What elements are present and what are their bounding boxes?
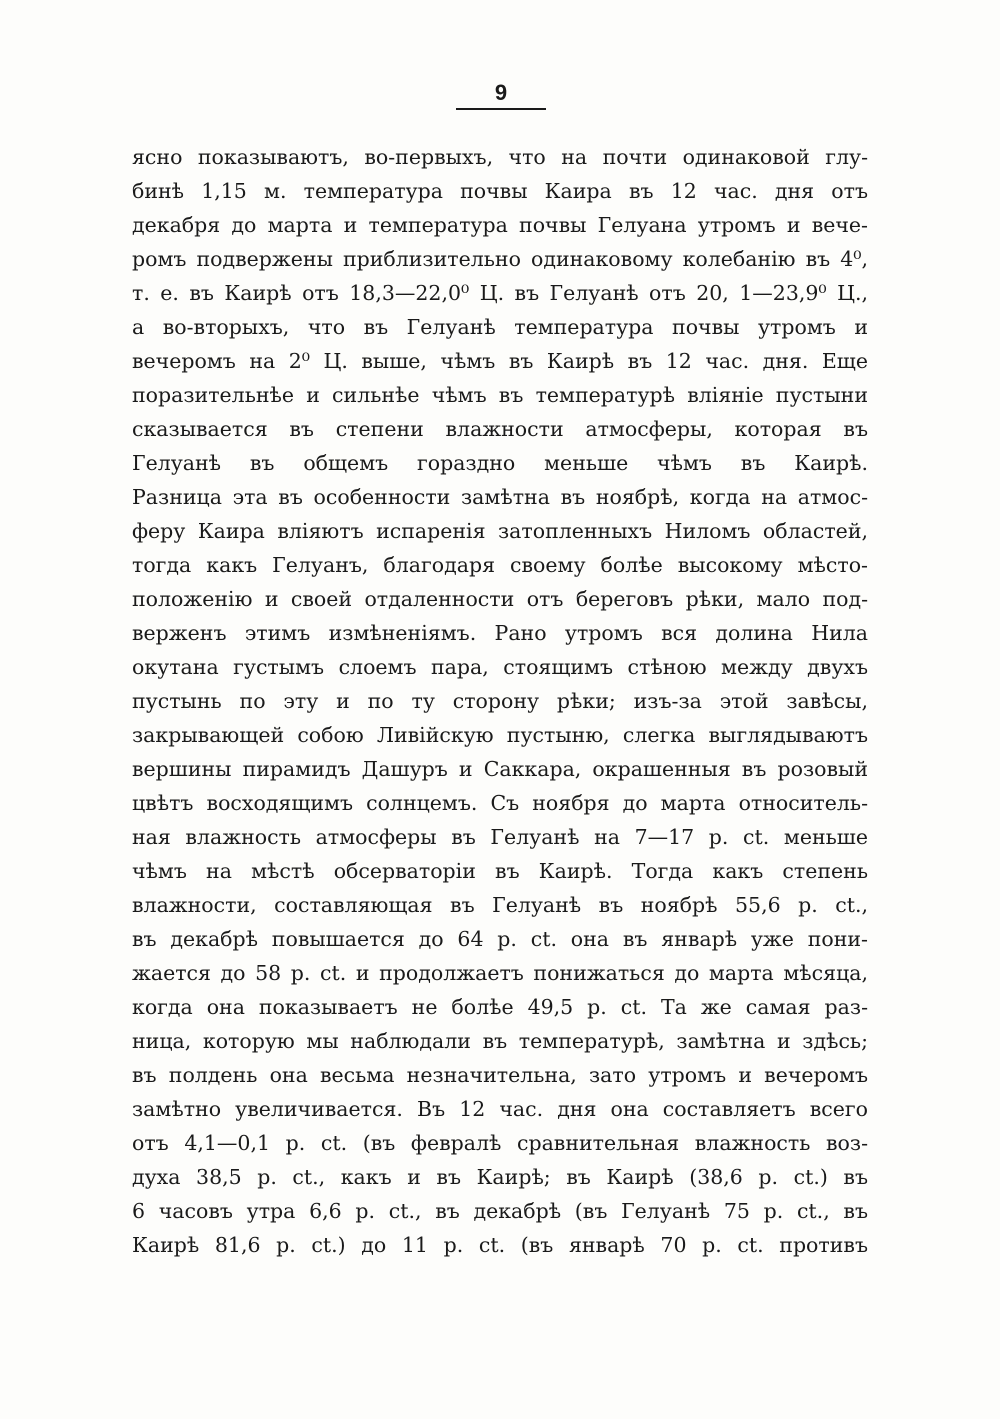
text-line: ная влажность атмосферы въ Гелуанѣ на 7—17 р. ct. меньше <box>132 825 868 849</box>
text-line: чѣмъ на мѣстѣ обсерваторіи въ Каирѣ. Тогда какъ степень <box>132 859 868 883</box>
text-line: Гелуанѣ въ общемъ гораздно меньше чѣмъ въ Каирѣ. <box>132 451 868 475</box>
text-line: ясно показываютъ, во-первыхъ, что на почти одинаковой глу- <box>132 145 868 169</box>
text-line: а во-вторыхъ, что въ Гелуанѣ температура почвы утромъ и <box>132 315 868 339</box>
text-line: сказывается въ степени влажности атмосферы, которая въ <box>132 417 868 441</box>
text-line: въ полдень она весьма незначительна, зато утромъ и вечеромъ <box>132 1063 868 1087</box>
text-line: бинѣ 1,15 м. температура почвы Каира въ 12 час. дня отъ <box>132 179 868 203</box>
text-line: влажности, составляющая въ Гелуанѣ въ ноябрѣ 55,6 р. ct., <box>132 893 868 917</box>
page-number: 9 <box>494 80 508 105</box>
text-line: поразительнѣе и сильнѣе чѣмъ въ температурѣ вліяніе пустыни <box>132 383 868 407</box>
text-line: 6 часовъ утра 6,6 р. ct., въ декабрѣ (въ Гелуанѣ 75 р. ct., въ <box>132 1199 868 1223</box>
text-line: т. е. въ Каирѣ отъ 18,3—22,0⁰ Ц. въ Гелуанѣ отъ 20, 1—23,9⁰ Ц., <box>132 281 868 305</box>
text-line: верженъ этимъ измѣненіямъ. Рано утромъ вся долина Нила <box>132 621 868 645</box>
text-line: отъ 4,1—0,1 р. ct. (въ февралѣ сравнительная влажность воз- <box>132 1131 868 1155</box>
text-line: декабря до марта и температура почвы Гелуана утромъ и вече- <box>132 213 868 237</box>
text-line: жается до 58 р. ct. и продолжаетъ понижаться до марта мѣсяца, <box>132 961 868 985</box>
page-number-rule <box>456 108 546 110</box>
text-line: когда она показываетъ не болѣе 49,5 р. ct. Та же самая раз- <box>132 995 868 1019</box>
text-line: въ декабрѣ повышается до 64 р. ct. она въ январѣ уже пони- <box>132 927 868 951</box>
text-line: вершины пирамидъ Дашуръ и Саккара, окрашенныя въ розовый <box>132 757 868 781</box>
text-line: Каирѣ 81,6 р. ct.) до 11 р. ct. (въ январѣ 70 р. ct. противъ <box>132 1233 868 1257</box>
text-line: окутана густымъ слоемъ пара, стоящимъ стѣною между двухъ <box>132 655 868 679</box>
text-line: закрывающей собою Ливійскую пустыню, слегка выглядываютъ <box>132 723 868 747</box>
text-line: вечеромъ на 2⁰ Ц. выше, чѣмъ въ Каирѣ въ 12 час. дня. Еще <box>132 349 868 373</box>
text-line: пустынь по эту и по ту сторону рѣки; изъ-за этой завѣсы, <box>132 689 868 713</box>
text-line: феру Каира вліяютъ испаренія затопленныхъ Ниломъ областей, <box>132 519 868 543</box>
text-line: Разница эта въ особенности замѣтна въ ноябрѣ, когда на атмос- <box>132 485 868 509</box>
text-line: замѣтно увеличивается. Въ 12 час. дня она составляетъ всего <box>132 1097 868 1121</box>
text-line: ница, которую мы наблюдали въ температурѣ, замѣтна и здѣсь; <box>132 1029 868 1053</box>
text-line: ромъ подвержены приблизительно одинаковому колебанію въ 4⁰, <box>132 247 868 271</box>
body-text <box>132 140 868 1262</box>
text-line: духа 38,5 р. ct., какъ и въ Каирѣ; въ Каирѣ (38,6 р. ct.) въ <box>132 1165 868 1189</box>
text-line: тогда какъ Гелуанъ, благодаря своему болѣе высокому мѣсто- <box>132 553 868 577</box>
text-line: цвѣтъ восходящимъ солнцемъ. Съ ноября до марта относитель- <box>132 791 868 815</box>
text-line: положенію и своей отдаленности отъ береговъ рѣки, мало под- <box>132 587 868 611</box>
